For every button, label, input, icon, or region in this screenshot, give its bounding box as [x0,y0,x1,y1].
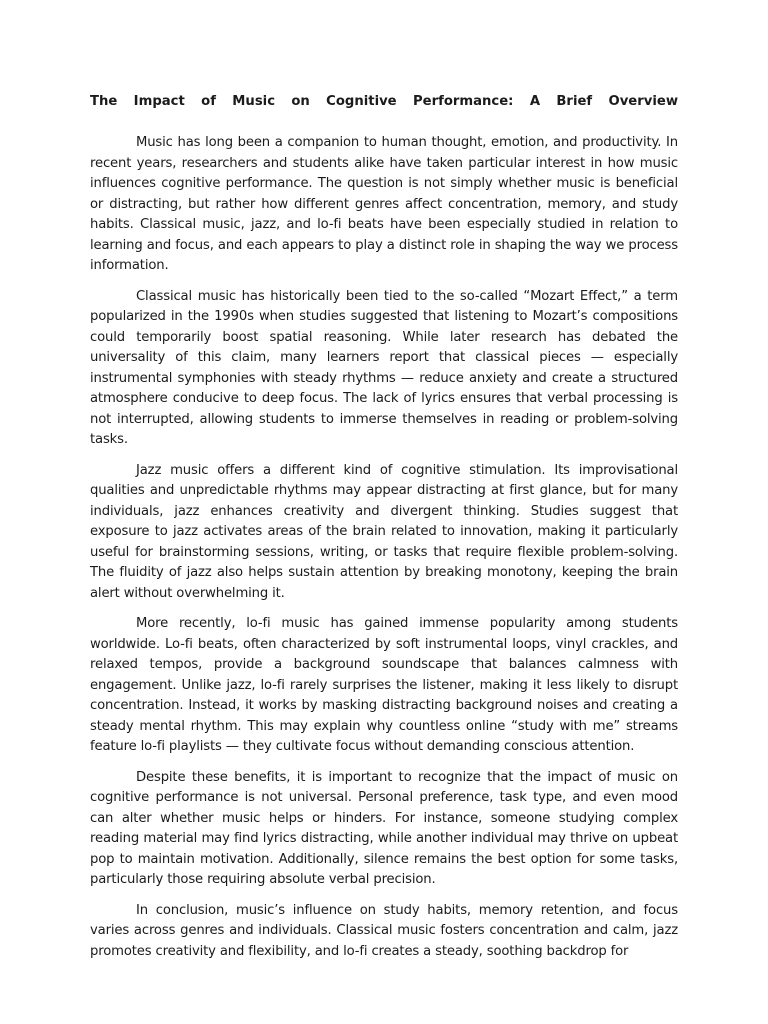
paragraph-lofi: More recently, lo-fi music has gained immense popularity among students worldwide. Lo-fi beats, often characterized by soft instrumental loops, vinyl crackles, and relaxed tempos, provide a background soundscape that balances calmness with engagement. Unlike jazz, lo-fi rarely surprises the listener, making it less likely to disrupt concentration. Instead, it works by masking distracting background noises and creating a steady mental rhythm. This may explain why countless online “study with me” streams feature lo-fi playlists — they cultivate focus without demanding conscious attention. [90,616,678,754]
paragraph-classical: Classical music has historically been tied to the so-called “Mozart Effect,” a term popularized in the 1990s when studies suggested that listening to Mozart’s compositions could temporarily boost spatial reasoning. While later research has debated the universality of this claim, many learners report that classical pieces — especially instrumental symphonies with steady rhythms — reduce anxiety and create a structured atmosphere conducive to deep focus. The lack of lyrics ensures that verbal processing is not interrupted, allowing students to immerse themselves in reading or problem-solving tasks. [90,288,678,447]
document-title: The Impact of Music on Cognitive Performance: A Brief Overview [90,94,678,109]
paragraph-intro: Music has long been a companion to human thought, emotion, and productivity. In recent years, researchers and students alike have taken particular interest in how music influences cognitive performance. The question is not simply whether music is beneficial or distracting, but rather how different genres affect concentration, memory, and study habits. Classical music, jazz, and lo-fi beats have been especially studied in relation to learning and focus, and each appears to play a distinct role in shaping the way we process information. [90,135,678,273]
paragraph-jazz: Jazz music offers a different kind of cognitive stimulation. Its improvisational qualities and unpredictable rhythms may appear distracting at first glance, but for many individuals, jazz enhances creativity and divergent thinking. Studies suggest that exposure to jazz activates areas of the brain related to innovation, making it particularly useful for brainstorming sessions, writing, or tasks that require flexible problem-solving. The fluidity of jazz also helps sustain attention by breaking monotony, keeping the brain alert without overwhelming it. [90,462,678,601]
document-page [90,91,678,972]
paragraph-conclusion: In conclusion, music’s influence on study habits, memory retention, and focus varies across genres and individuals. Classical music fosters concentration and calm, jazz promotes creativity and flexibility, and lo-fi creates a steady, soothing backdrop for [90,902,678,959]
paragraph-caveats: Despite these benefits, it is important to recognize that the impact of music on cognitive performance is not universal. Personal preference, task type, and even mood can alter whether music helps or hinders. For instance, someone studying complex reading material may find lyrics distracting, while another individual may thrive on upbeat pop to maintain motivation. Additionally, silence remains the best option for some tasks, particularly those requiring absolute verbal precision. [90,769,678,887]
